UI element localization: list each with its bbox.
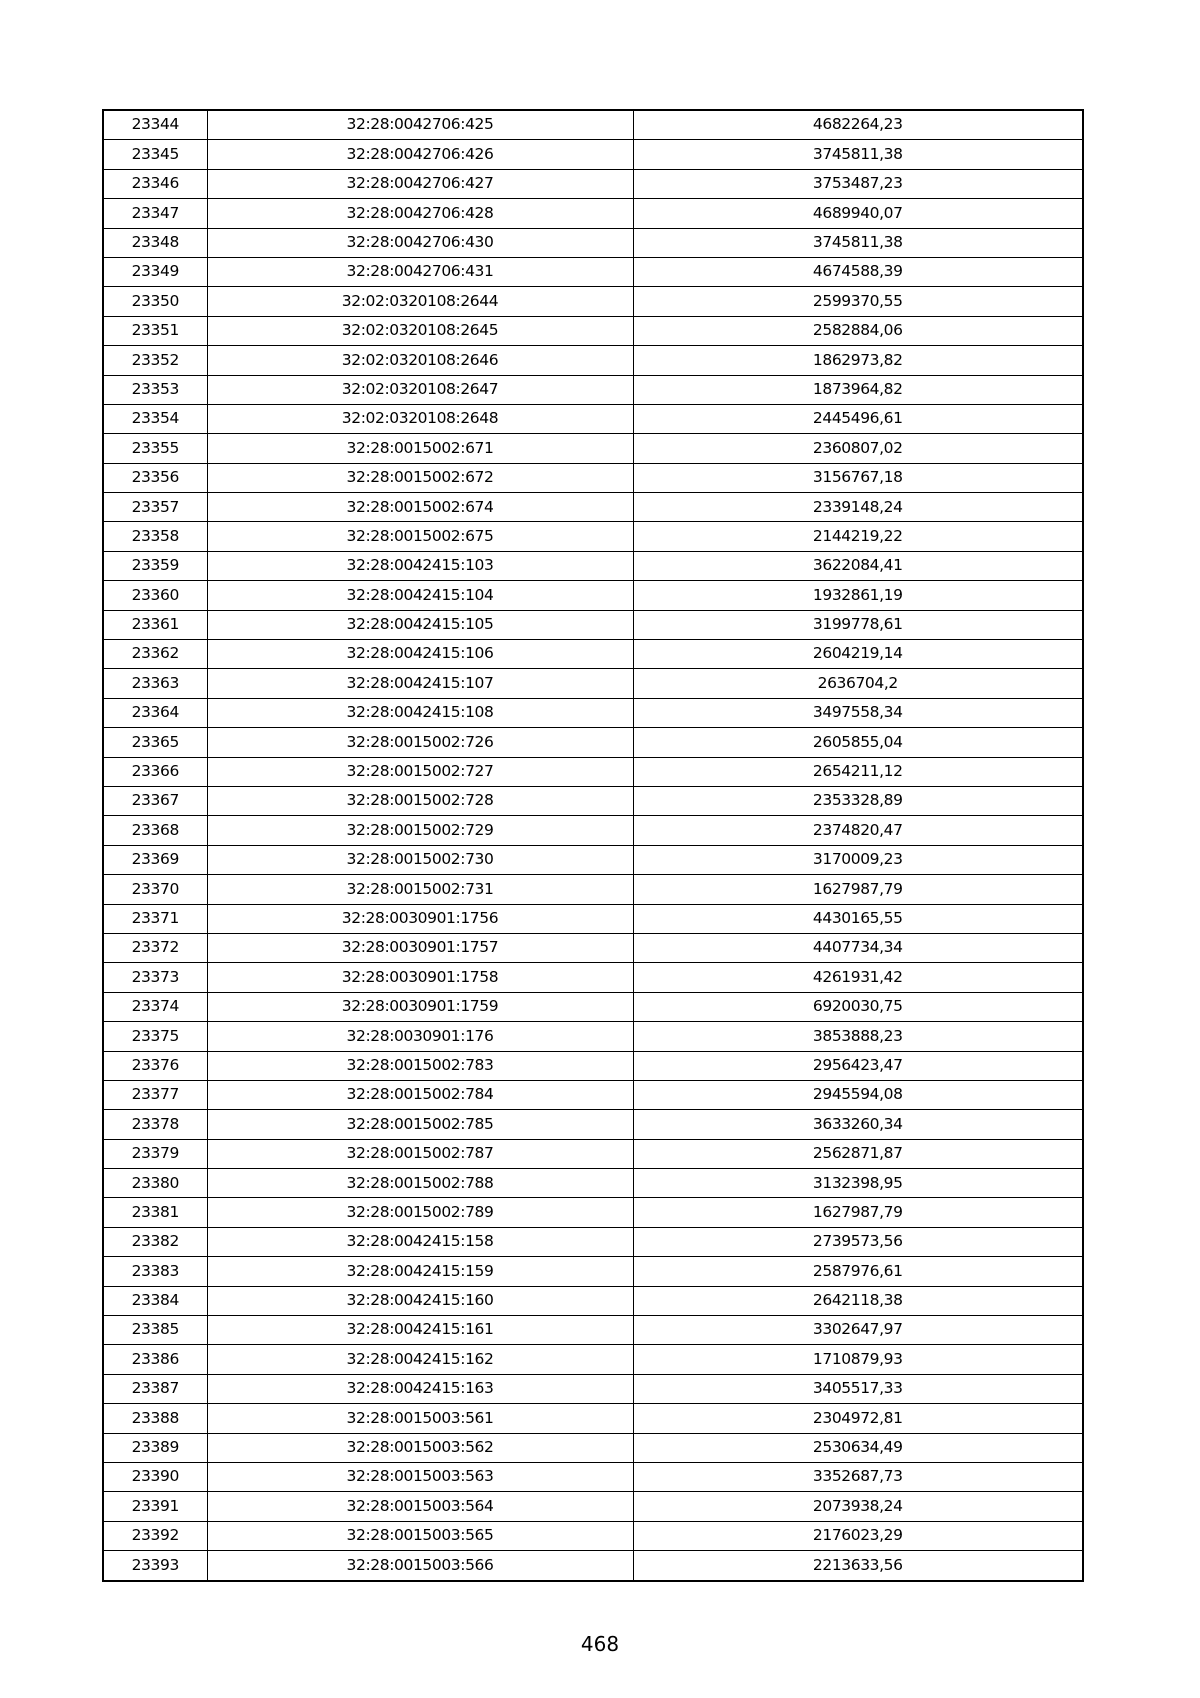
cadastral-number-cell: 32:02:0320108:2647 [207,375,633,404]
value-cell: 2374820,47 [633,816,1083,845]
row-number-cell: 23351 [103,316,207,345]
cadastral-number-cell: 32:28:0015002:787 [207,1139,633,1168]
table-row [103,1169,1083,1198]
cadastral-number-cell: 32:28:0015003:566 [207,1551,633,1581]
table-row [103,875,1083,904]
value-cell: 2562871,87 [633,1139,1083,1168]
cadastral-number-cell: 32:28:0042415:163 [207,1374,633,1403]
cadastral-number-cell: 32:28:0042415:105 [207,610,633,639]
row-number-cell: 23356 [103,463,207,492]
cadastral-number-cell: 32:28:0015002:671 [207,434,633,463]
table-row [103,816,1083,845]
row-number-cell: 23372 [103,933,207,962]
value-cell: 1862973,82 [633,346,1083,375]
cadastral-number-cell: 32:28:0015003:565 [207,1521,633,1550]
table-row [103,346,1083,375]
row-number-cell: 23368 [103,816,207,845]
row-number-cell: 23363 [103,669,207,698]
table-row [103,1257,1083,1286]
cadastral-number-cell: 32:28:0030901:176 [207,1022,633,1051]
row-number-cell: 23388 [103,1404,207,1433]
value-cell: 2605855,04 [633,728,1083,757]
table-row [103,1316,1083,1345]
table-row [103,904,1083,933]
cadastral-number-cell: 32:28:0042415:108 [207,698,633,727]
value-cell: 4261931,42 [633,963,1083,992]
cadastral-number-cell: 32:28:0042415:158 [207,1227,633,1256]
table-row [103,845,1083,874]
cadastral-number-cell: 32:28:0015003:562 [207,1433,633,1462]
value-cell: 3132398,95 [633,1169,1083,1198]
table-row [103,728,1083,757]
table-row [103,640,1083,669]
value-cell: 1627987,79 [633,1198,1083,1227]
row-number-cell: 23380 [103,1169,207,1198]
row-number-cell: 23381 [103,1198,207,1227]
cadastral-number-cell: 32:28:0042706:425 [207,110,633,140]
row-number-cell: 23357 [103,493,207,522]
cadastral-number-cell: 32:28:0042415:106 [207,640,633,669]
table-row [103,992,1083,1021]
value-cell: 3352687,73 [633,1462,1083,1491]
table-row [103,169,1083,198]
row-number-cell: 23360 [103,581,207,610]
cadastral-number-cell: 32:28:0015002:674 [207,493,633,522]
value-cell: 2445496,61 [633,404,1083,433]
row-number-cell: 23350 [103,287,207,316]
table-row [103,1286,1083,1315]
row-number-cell: 23344 [103,110,207,140]
row-number-cell: 23385 [103,1316,207,1345]
value-cell: 2945594,08 [633,1080,1083,1109]
cadastral-number-cell: 32:28:0015002:783 [207,1051,633,1080]
value-cell: 4674588,39 [633,257,1083,286]
value-cell: 1873964,82 [633,375,1083,404]
value-cell: 2604219,14 [633,640,1083,669]
table-row [103,1404,1083,1433]
cadastral-number-cell: 32:28:0015002:729 [207,816,633,845]
cadastral-number-cell: 32:28:0042415:103 [207,551,633,580]
value-cell: 2176023,29 [633,1521,1083,1550]
row-number-cell: 23376 [103,1051,207,1080]
cadastral-number-cell: 32:28:0030901:1759 [207,992,633,1021]
row-number-cell: 23391 [103,1492,207,1521]
cadastral-number-cell: 32:28:0042706:426 [207,140,633,169]
cadastral-number-cell: 32:28:0015002:788 [207,1169,633,1198]
row-number-cell: 23359 [103,551,207,580]
row-number-cell: 23353 [103,375,207,404]
page-number: 468 [580,1632,620,1656]
cadastral-number-cell: 32:02:0320108:2645 [207,316,633,345]
table-row [103,669,1083,698]
table-row [103,257,1083,286]
value-cell: 2304972,81 [633,1404,1083,1433]
row-number-cell: 23370 [103,875,207,904]
table-row [103,287,1083,316]
table-row [103,404,1083,433]
table-row [103,581,1083,610]
cadastral-number-cell: 32:28:0030901:1756 [207,904,633,933]
cadastral-number-cell: 32:28:0030901:1758 [207,963,633,992]
row-number-cell: 23378 [103,1110,207,1139]
value-cell: 1710879,93 [633,1345,1083,1374]
table-row [103,1198,1083,1227]
row-number-cell: 23369 [103,845,207,874]
table-row [103,199,1083,228]
cadastral-number-cell: 32:28:0042415:104 [207,581,633,610]
table-row [103,933,1083,962]
value-cell: 4682264,23 [633,110,1083,140]
row-number-cell: 23345 [103,140,207,169]
table-row [103,463,1083,492]
table-row [103,522,1083,551]
row-number-cell: 23382 [103,1227,207,1256]
value-cell: 6920030,75 [633,992,1083,1021]
value-cell: 4430165,55 [633,904,1083,933]
cadastral-number-cell: 32:28:0015002:785 [207,1110,633,1139]
table-row [103,551,1083,580]
table-row [103,434,1083,463]
table-row [103,1492,1083,1521]
row-number-cell: 23346 [103,169,207,198]
table-row [103,1345,1083,1374]
row-number-cell: 23349 [103,257,207,286]
row-number-cell: 23392 [103,1521,207,1550]
row-number-cell: 23348 [103,228,207,257]
value-cell: 3633260,34 [633,1110,1083,1139]
row-number-cell: 23366 [103,757,207,786]
row-number-cell: 23386 [103,1345,207,1374]
value-cell: 3753487,23 [633,169,1083,198]
cadastral-number-cell: 32:28:0015002:730 [207,845,633,874]
row-number-cell: 23367 [103,786,207,815]
row-number-cell: 23373 [103,963,207,992]
value-cell: 2642118,38 [633,1286,1083,1315]
value-cell: 3156767,18 [633,463,1083,492]
row-number-cell: 23390 [103,1462,207,1491]
table-row [103,786,1083,815]
table-row [103,110,1083,140]
table-row [103,1227,1083,1256]
cadastral-number-cell: 32:28:0015003:564 [207,1492,633,1521]
value-cell: 4407734,34 [633,933,1083,962]
cadastral-number-cell: 32:28:0015003:561 [207,1404,633,1433]
cadastral-number-cell: 32:28:0042415:162 [207,1345,633,1374]
table-row [103,316,1083,345]
value-cell: 2739573,56 [633,1227,1083,1256]
row-number-cell: 23389 [103,1433,207,1462]
table-row [103,1139,1083,1168]
table-row [103,140,1083,169]
row-number-cell: 23352 [103,346,207,375]
value-cell: 2144219,22 [633,522,1083,551]
table-row [103,1374,1083,1403]
table-body [103,110,1083,1581]
value-cell: 2636704,2 [633,669,1083,698]
value-cell: 2530634,49 [633,1433,1083,1462]
cadastral-number-cell: 32:28:0042706:428 [207,199,633,228]
value-cell: 3745811,38 [633,228,1083,257]
table-row [103,1433,1083,1462]
row-number-cell: 23387 [103,1374,207,1403]
row-number-cell: 23375 [103,1022,207,1051]
value-cell: 3199778,61 [633,610,1083,639]
table-row [103,228,1083,257]
cadastral-number-cell: 32:28:0042415:159 [207,1257,633,1286]
value-cell: 2339148,24 [633,493,1083,522]
cadastral-number-cell: 32:28:0015002:731 [207,875,633,904]
cadastral-number-cell: 32:28:0015003:563 [207,1462,633,1491]
cadastral-number-cell: 32:28:0015002:672 [207,463,633,492]
value-cell: 2956423,47 [633,1051,1083,1080]
cadastral-number-cell: 32:28:0015002:784 [207,1080,633,1109]
cadastral-number-cell: 32:28:0030901:1757 [207,933,633,962]
value-cell: 2353328,89 [633,786,1083,815]
cadastral-number-cell: 32:28:0015002:789 [207,1198,633,1227]
row-number-cell: 23361 [103,610,207,639]
row-number-cell: 23364 [103,698,207,727]
cadastral-number-cell: 32:28:0042415:107 [207,669,633,698]
table-row [103,1051,1083,1080]
row-number-cell: 23358 [103,522,207,551]
row-number-cell: 23371 [103,904,207,933]
value-cell: 2654211,12 [633,757,1083,786]
value-cell: 2360807,02 [633,434,1083,463]
value-cell: 4689940,07 [633,199,1083,228]
cadastral-number-cell: 32:28:0042415:161 [207,1316,633,1345]
value-cell: 1627987,79 [633,875,1083,904]
table-row [103,1521,1083,1550]
row-number-cell: 23377 [103,1080,207,1109]
row-number-cell: 23347 [103,199,207,228]
cadastral-number-cell: 32:28:0015002:728 [207,786,633,815]
row-number-cell: 23354 [103,404,207,433]
table-row [103,610,1083,639]
value-cell: 2587976,61 [633,1257,1083,1286]
row-number-cell: 23393 [103,1551,207,1581]
row-number-cell: 23379 [103,1139,207,1168]
value-cell: 3302647,97 [633,1316,1083,1345]
table-row [103,1551,1083,1581]
row-number-cell: 23374 [103,992,207,1021]
table-row [103,698,1083,727]
cadastral-number-cell: 32:02:0320108:2648 [207,404,633,433]
value-cell: 3170009,23 [633,845,1083,874]
table-row [103,493,1083,522]
cadastral-number-cell: 32:28:0042706:430 [207,228,633,257]
cadastral-number-cell: 32:02:0320108:2646 [207,346,633,375]
value-cell: 2073938,24 [633,1492,1083,1521]
value-cell: 2599370,55 [633,287,1083,316]
value-cell: 3622084,41 [633,551,1083,580]
table-row [103,1022,1083,1051]
cadastral-number-cell: 32:28:0015002:727 [207,757,633,786]
row-number-cell: 23355 [103,434,207,463]
row-number-cell: 23383 [103,1257,207,1286]
table-row [103,1462,1083,1491]
cadastral-number-cell: 32:02:0320108:2644 [207,287,633,316]
value-cell: 1932861,19 [633,581,1083,610]
cadastral-number-cell: 32:28:0042415:160 [207,1286,633,1315]
cadastral-number-cell: 32:28:0042706:431 [207,257,633,286]
cadastral-number-cell: 32:28:0015002:726 [207,728,633,757]
row-number-cell: 23362 [103,640,207,669]
cadastral-number-cell: 32:28:0015002:675 [207,522,633,551]
value-cell: 2582884,06 [633,316,1083,345]
cadastral-number-cell: 32:28:0042706:427 [207,169,633,198]
table-row [103,375,1083,404]
value-cell: 3745811,38 [633,140,1083,169]
value-cell: 3405517,33 [633,1374,1083,1403]
row-number-cell: 23365 [103,728,207,757]
table-row [103,757,1083,786]
data-table [102,109,1084,1582]
table-row [103,963,1083,992]
table-row [103,1110,1083,1139]
value-cell: 3853888,23 [633,1022,1083,1051]
value-cell: 2213633,56 [633,1551,1083,1581]
row-number-cell: 23384 [103,1286,207,1315]
value-cell: 3497558,34 [633,698,1083,727]
table-row [103,1080,1083,1109]
